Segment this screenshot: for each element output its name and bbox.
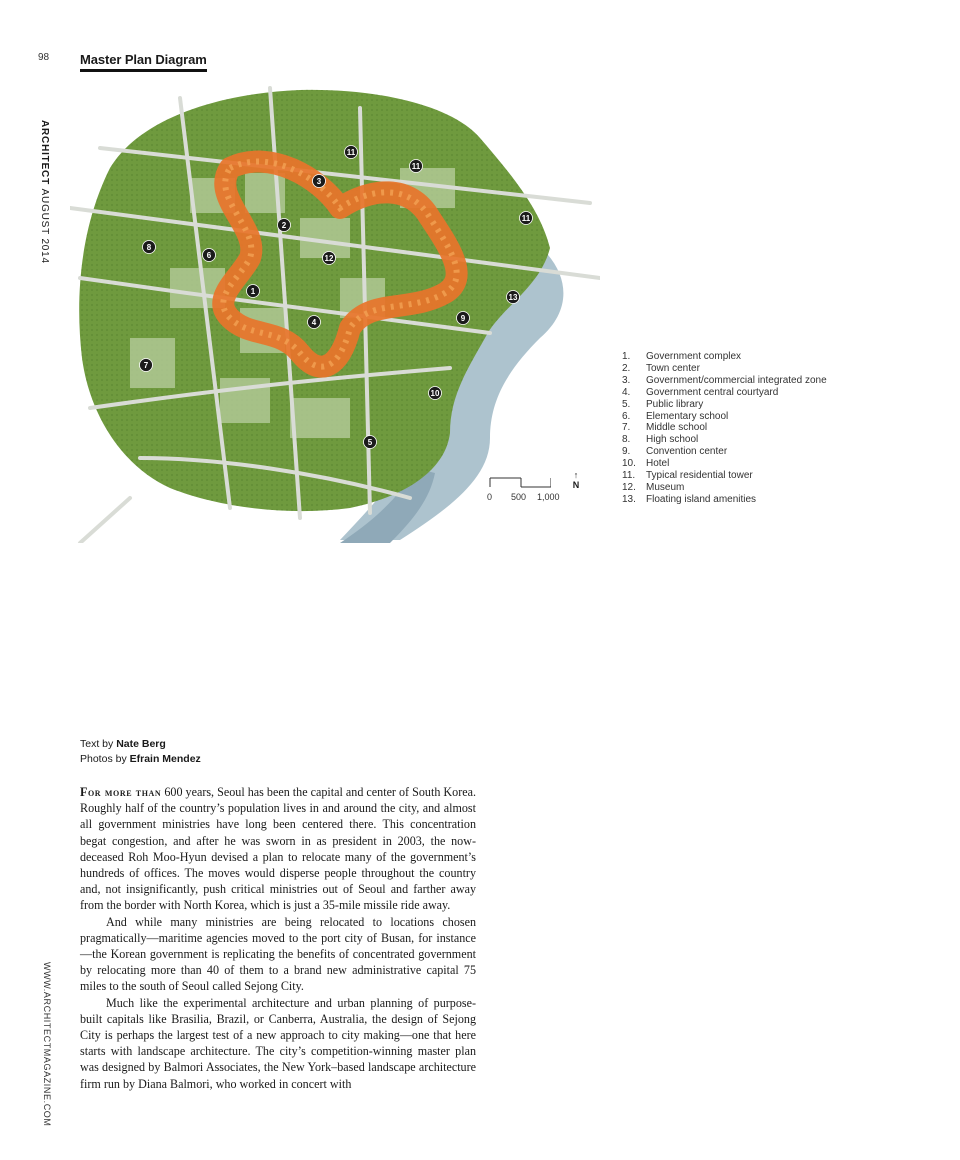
legend-item <box>622 494 827 506</box>
legend-number: 7. <box>622 422 631 434</box>
map-marker-label: 8 <box>146 243 152 252</box>
map-marker <box>507 291 520 304</box>
issue-date: AUGUST 2014 <box>39 188 50 264</box>
legend-label: Hotel <box>646 458 670 470</box>
legend-item <box>622 363 827 375</box>
north-label: N <box>572 480 580 490</box>
legend-item <box>622 351 827 363</box>
map-marker-label: 6 <box>206 251 212 260</box>
paragraph-1-text: 600 years, Seoul has been the capital and center of South Korea. Roughly half of the country’s population lives in and around the city, and almost all government ministries have long been centered there. This concentration begat congestion, and after he was sworn in as president in 2003, the now-deceased Roh Moo-Hyun devised a plan to relocate many of the government’s hundreds of offices. The moves would disperse people throughout the country and, not insignificantly, push critical ministries out of Seoul and farther away from the border with North Korea, which is just a 35-mile missile ride away. <box>80 785 476 913</box>
map-marker <box>140 359 153 372</box>
photo-credit-prefix: Photos by <box>80 753 130 765</box>
map-marker-label: 7 <box>143 361 149 370</box>
legend-number: 13. <box>622 493 636 505</box>
scale-bar <box>484 470 584 506</box>
legend-label: Government central courtyard <box>646 386 779 398</box>
map-marker <box>457 312 470 325</box>
legend-number: 9. <box>622 446 631 458</box>
legend-number: 2. <box>622 362 631 374</box>
map-marker <box>278 219 291 232</box>
legend-number: 10. <box>622 458 636 470</box>
legend-label: Floating island amenities <box>646 493 757 505</box>
map-marker-label: 2 <box>281 221 287 230</box>
legend-number: 5. <box>622 398 631 410</box>
magazine-name: ARCHITECT <box>39 120 50 185</box>
lead-in: For more than <box>80 785 162 799</box>
side-url: WWW.ARCHITECTMAGAZINE.COM <box>42 962 52 1127</box>
map-marker <box>203 249 216 262</box>
article-paragraph-2: And while many ministries are being relocated to locations chosen pragmatically—maritime agencies moved to the port city of Busan, for instance—the Korean government is replicating the benefits of concentrated government by relocating more than 40 of them to a brand new administrative capital 75 miles to the south of Seoul called Sejong City. <box>80 914 476 994</box>
map-marker-label: 13 <box>508 293 518 302</box>
map-marker-label: 4 <box>311 318 317 327</box>
legend-item <box>622 422 827 434</box>
map-marker <box>345 146 358 159</box>
legend-number: 12. <box>622 481 636 493</box>
legend-item <box>622 458 827 470</box>
legend-item <box>622 470 827 482</box>
text-credit <box>80 737 201 752</box>
photo-author: Efrain Mendez <box>129 753 201 765</box>
map-marker-label: 3 <box>316 177 322 186</box>
map-marker <box>520 212 533 225</box>
article-paragraph-1 <box>80 784 476 914</box>
text-credit-prefix: Text by <box>80 738 117 750</box>
map-marker <box>323 252 336 265</box>
legend-label: Museum <box>646 481 685 493</box>
legend-item <box>622 482 827 494</box>
legend-label: Government/commercial integrated zone <box>646 374 827 386</box>
legend-label: Government complex <box>646 351 742 362</box>
map-legend <box>622 351 827 506</box>
map-marker-label: 11 <box>346 148 356 157</box>
scale-label-500: 500 <box>511 492 527 502</box>
north-arrow-icon: ↑ <box>573 470 579 480</box>
map-marker <box>429 387 442 400</box>
scale-label-1000: 1,000 <box>537 492 560 502</box>
legend-item <box>622 399 827 411</box>
map-marker-label: 1 <box>250 287 256 296</box>
legend-label: Public library <box>646 398 704 410</box>
map-marker <box>308 316 321 329</box>
map-marker <box>364 436 377 449</box>
legend-label: Typical residential tower <box>646 470 753 482</box>
page-number: 98 <box>38 52 50 63</box>
map-marker-label: 10 <box>430 389 440 398</box>
map-marker-label: 9 <box>460 314 466 323</box>
scale-label-0: 0 <box>487 492 493 502</box>
north-arrow <box>570 470 582 492</box>
legend-item <box>622 387 827 399</box>
legend-item <box>622 411 827 423</box>
legend-label: High school <box>646 434 699 446</box>
map-marker <box>410 160 423 173</box>
map-marker <box>143 241 156 254</box>
photo-credit <box>80 752 201 767</box>
legend-item <box>622 375 827 387</box>
map-marker-label: 5 <box>367 438 373 447</box>
legend-label: Convention center <box>646 446 728 458</box>
legend-number: 11. <box>622 470 636 482</box>
legend-label: Elementary school <box>646 410 729 422</box>
map-marker-label: 11 <box>411 162 421 171</box>
legend-label: Town center <box>646 362 700 374</box>
legend-number: 1. <box>622 351 631 362</box>
text-author: Nate Berg <box>116 738 166 750</box>
legend-number: 3. <box>622 374 631 386</box>
article-body <box>80 784 476 1092</box>
legend-number: 6. <box>622 410 631 422</box>
map-marker <box>313 175 326 188</box>
map-marker-label: 12 <box>324 254 334 263</box>
legend-item <box>622 434 827 446</box>
map-marker <box>247 285 260 298</box>
legend-item <box>622 446 827 458</box>
legend-number: 8. <box>622 434 631 446</box>
map-marker-label: 11 <box>521 214 531 223</box>
article-paragraph-3: Much like the experimental architecture and urban planning of purpose-built capitals like Brasilia, Brazil, or Canberra, Australia, the design of Sejong City is perhaps the largest test of a new approach to city making—one that here starts with landscape architecture. The city’s competition-winning master plan was designed by Balmori Associates, the New York–based landscape architecture firm run by Diana Balmori, who worked in concert with <box>80 995 476 1091</box>
credits <box>80 737 201 767</box>
legend-label: Middle school <box>646 422 708 434</box>
side-masthead <box>36 120 50 264</box>
legend-number: 4. <box>622 386 631 398</box>
section-title: Master Plan Diagram <box>80 52 207 72</box>
